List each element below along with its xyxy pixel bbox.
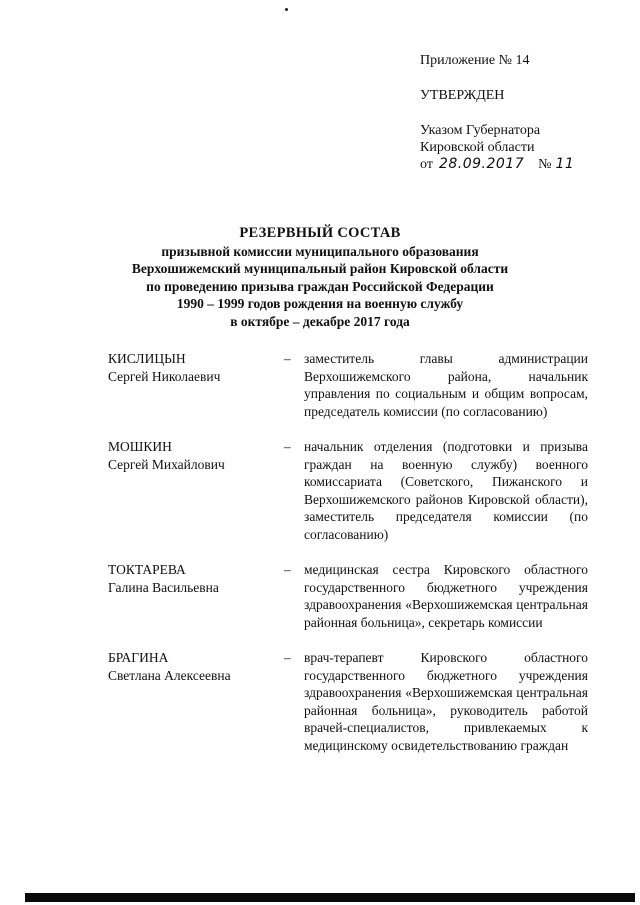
- title-line-2: призывной комиссии муниципального образования: [161, 243, 479, 259]
- approved-stamp-text: УТВЕРЖДЕН: [420, 88, 505, 103]
- scan-speck: [285, 8, 288, 11]
- decree-line-2: Кировской области: [420, 140, 535, 155]
- title-main: РЕЗЕРВНЫЙ СОСТАВ: [239, 225, 401, 241]
- member-name: [108, 350, 284, 420]
- member-entry: [108, 561, 588, 631]
- member-given-name: Сергей Николаевич: [108, 368, 221, 384]
- decree-line-1: Указом Губернатора: [420, 123, 541, 138]
- member-dash: –: [284, 650, 291, 665]
- title-line-3: Верхошижемский муниципальный район Кировской области: [131, 261, 509, 276]
- member-dash: –: [284, 351, 291, 366]
- document-title: [0, 225, 640, 330]
- member-surname: БРАГИНА: [108, 650, 169, 665]
- number-label: №: [538, 157, 552, 172]
- member-dash: –: [284, 439, 291, 454]
- decree-date-line: [420, 156, 574, 173]
- member-entry: [108, 649, 588, 754]
- handwritten-number: 11: [555, 156, 575, 172]
- title-line-6: в октябре – декабре 2017 года: [230, 313, 410, 329]
- member-surname: ТОКТАРЕВА: [108, 562, 186, 577]
- member-role: врач-терапевт Кировского областного государственного бюджетного учреждения здравоохранения «Верхошижемская центральная районная больница», руководитель работой врачей-специалистов, привлекаемых к медицинскому освидетельствованию граждан: [304, 650, 588, 753]
- member-entry: [108, 350, 588, 420]
- handwritten-date: 28.09.2017: [438, 156, 525, 172]
- member-given-name: Галина Васильевна: [108, 579, 219, 595]
- member-entry: [108, 438, 588, 543]
- members-list: [108, 350, 588, 772]
- member-given-name: Светлана Алексеевна: [108, 667, 231, 683]
- annex-label: Приложение № 14: [420, 53, 530, 68]
- title-line-4: по проведению призыва граждан Российской Федерации: [146, 278, 494, 294]
- from-label: от: [420, 157, 433, 172]
- scan-border-bar: [25, 893, 635, 902]
- member-role: начальник отделения (подготовки и призыва граждан на военную службу) военного комиссариата (Советского, Пижанского и Верхошижемского районов Кировской области), заместитель председателя комиссии (по согласованию): [304, 439, 588, 542]
- member-role: заместитель главы администрации Верхошижемского района, начальник управления по социальным и общим вопросам, председатель комиссии (по согласованию): [304, 351, 588, 419]
- member-dash: –: [284, 562, 291, 577]
- approval-block: [420, 52, 574, 173]
- member-given-name: Сергей Михайлович: [108, 456, 225, 472]
- member-name: [108, 438, 284, 543]
- member-role: медицинская сестра Кировского областного государственного бюджетного учреждения здравоохранения «Верхошижемская центральная районная больница», секретарь комиссии: [304, 562, 588, 630]
- title-line-5: 1990 – 1999 годов рождения на военную службу: [176, 296, 464, 311]
- member-surname: КИСЛИЦЫН: [108, 351, 186, 366]
- member-name: [108, 561, 284, 631]
- member-name: [108, 649, 284, 754]
- member-surname: МОШКИН: [108, 439, 172, 454]
